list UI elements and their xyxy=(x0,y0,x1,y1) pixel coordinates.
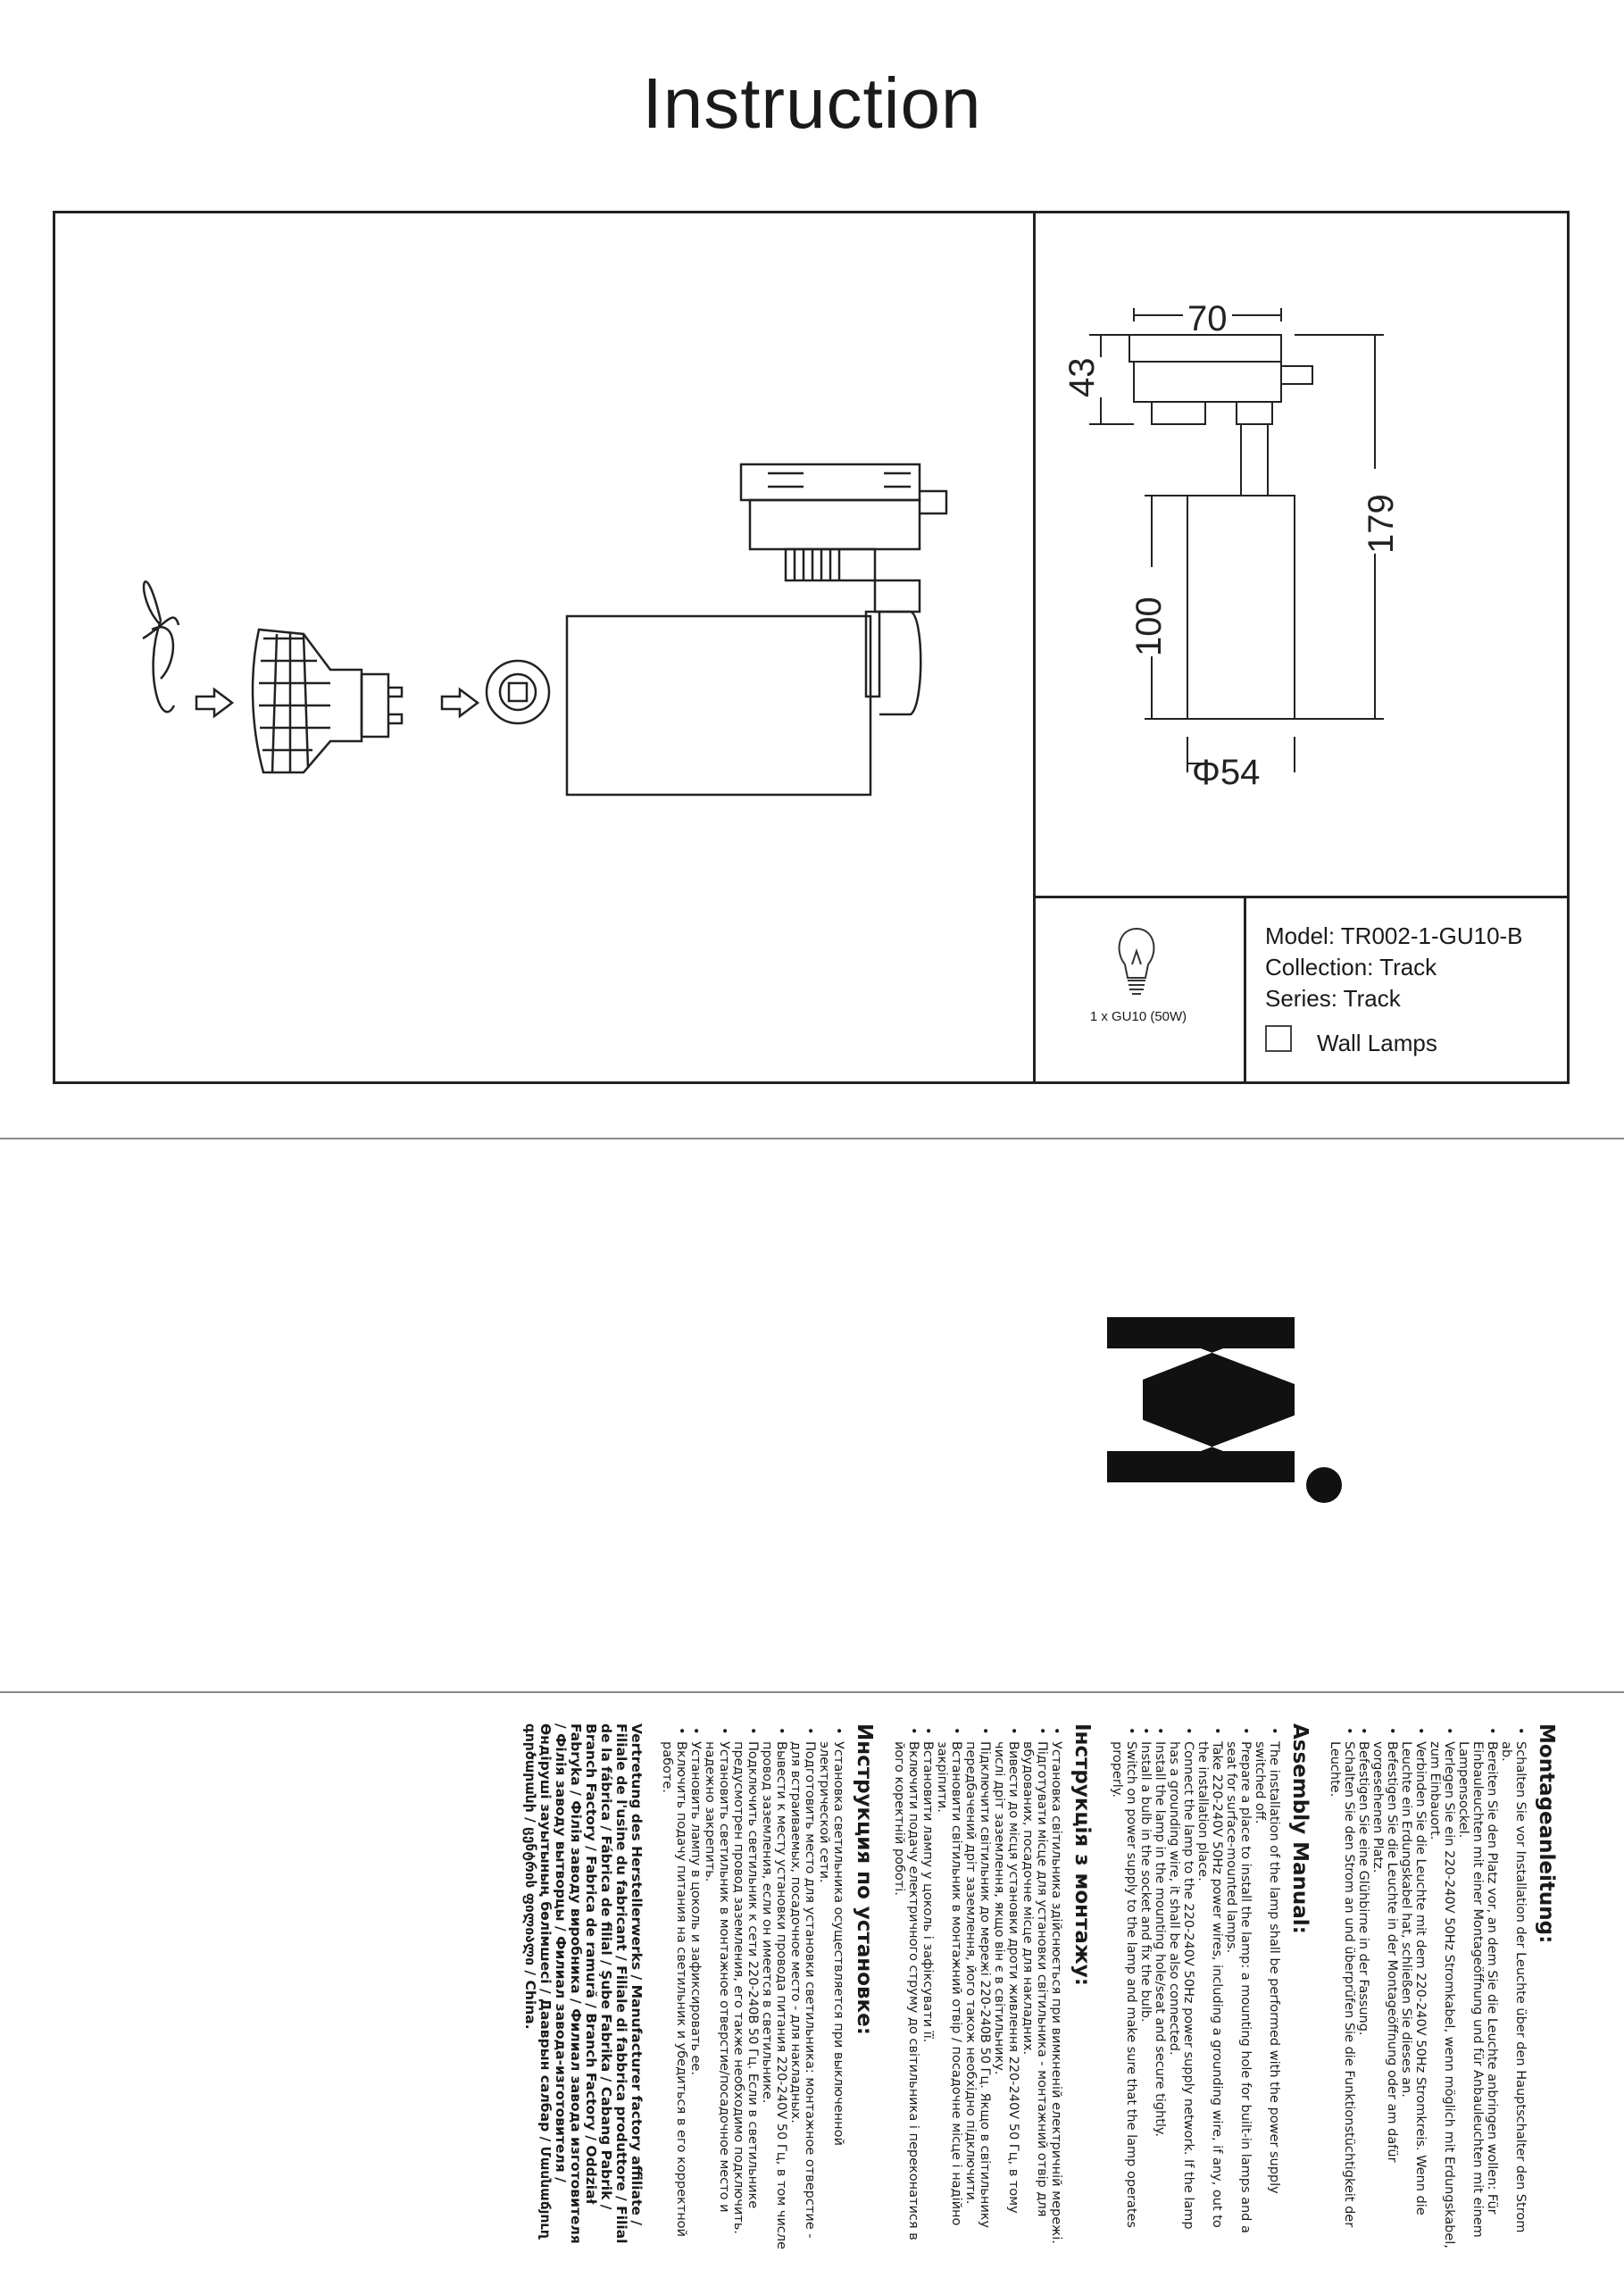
manual-ukrainian xyxy=(892,1723,1094,2250)
english-item: • Install the lamp in the mounting hole/seat and secure tightly. xyxy=(1153,1736,1167,2250)
ukrainian-item: • Установка світильника здійснюється при вимкненій електричній мережі. xyxy=(1049,1736,1063,2250)
brand-logo xyxy=(1107,1317,1357,1505)
russian-item: • Подключить светильник к сети 220-240В 50 Гц. Если в светильнике предусмотрен провод заземления, его также необходимо подключить. xyxy=(731,1736,760,2250)
german-item: • Verbinden Sie die Leuchte mit dem 220-240V 50Hz Stromkreis. Wenn die Leuchte ein Erdungskabel hat, schließen Sie dieses an. xyxy=(1399,1736,1428,2250)
english-item: • Switch on power supply to the lamp and make sure that the lamp operates properly. xyxy=(1110,1736,1138,2250)
ukrainian-item: • Встановити світильник в монтажний отвір / посадочне місце і надійно закріпити. xyxy=(935,1736,963,2250)
manual-english xyxy=(1110,1723,1312,2250)
german-item: • Schalten Sie den Strom an und überprüfen Sie die Funktionstüchtigkeit der Leuchte. xyxy=(1328,1736,1356,2250)
frame-divider-horizontal xyxy=(1033,896,1570,898)
width-dimension: 70 xyxy=(1187,299,1228,338)
frame-divider-vertical xyxy=(1033,211,1036,1084)
russian-heading: Инструкция по установке: xyxy=(853,1723,876,2035)
wall-lamp-icon xyxy=(1265,1025,1292,1052)
german-item: • Befestigen Sie eine Glühbirne in der Fassung. xyxy=(1356,1736,1370,2250)
spec-collection: Collection: Track xyxy=(1265,954,1437,980)
russian-item: • Подготовить место для установки светильника: монтажное отверстие - для встраиваемых, посадочное место - для накладных. xyxy=(788,1736,817,2250)
manual-russian xyxy=(660,1723,876,2250)
manual-text xyxy=(522,1723,1558,2250)
german-item: • Verlegen Sie ein 220-240V 50Hz Stromkabel, wenn möglich mit Erdungskabel, zum Einbauort. xyxy=(1428,1736,1456,2250)
bulb-label: 1 x GU10 (50W) xyxy=(1089,1009,1187,1024)
diameter-dimension: Φ54 xyxy=(1192,753,1261,792)
spec-model: Model: TR002-1-GU10-B xyxy=(1265,922,1523,949)
base-height-dimension: 43 xyxy=(1062,357,1102,397)
english-item: • Install a bulb in the socket and fix the bulb. xyxy=(1138,1736,1153,2250)
socket-drawing xyxy=(487,661,549,723)
english-item: • The installation of the lamp shall be performed with the power supply switched off. xyxy=(1253,1736,1281,2250)
factory-note: Vertretung des Herstellerwerks / Manufacturer factory affiliate / Filiale de l'usine du fabricant / Filiale di fabbrica produttore / Filial de la fábrica / Fábrica de filial / Şube Fabrika / Cabang Pabrik / Branch Factory / Fabrica de ramură / Branch Factory / Oddział Fabryka / Філія заводу виробника / Филиал завода изготовителя / Філія заводу вытворцы / Филиал завода-изготовителя / Өндіруші зауытының бөлімшесі / Дааврын салбар / Մասնաճյուղ գործարանի / ცენტრის ფილიალი / China. xyxy=(522,1723,645,2244)
english-heading: Assembly Manual: xyxy=(1288,1723,1312,1934)
lightbulb-icon xyxy=(1114,924,1159,1005)
assembly-drawing xyxy=(125,446,1018,804)
russian-item: • Вывести к месту установки провода питания 220-240V 50 Гц, в том числе провод заземления, если он имеется в светильнике. xyxy=(760,1736,788,2250)
english-item: • Connect the lamp to the 220-240V 50Hz power supply network. If the lamp has a grounding wire, it shall be also connected. xyxy=(1167,1736,1195,2250)
total-height-dimension: 179 xyxy=(1362,494,1401,554)
manual-german xyxy=(1328,1723,1558,2250)
dimension-drawing xyxy=(1054,268,1553,822)
ukrainian-item: • Вивести до місця установки дроти живлення 220-240V 50 Гц, в тому числі дріт заземлення, якщо він є в світильнику. xyxy=(992,1736,1020,2250)
german-heading: Montageanleitung: xyxy=(1535,1723,1558,1944)
lamp-body xyxy=(567,616,870,795)
page-title: Instruction xyxy=(642,63,982,143)
ukrainian-item: • Включити подачу електричного струму до світильника і переконатися в його коректній роботі. xyxy=(892,1736,920,2250)
english-item: • Take 220-240V 50Hz power wires, including a grounding wire, if any, out to the installation place. xyxy=(1195,1736,1224,2250)
frame-divider-specs xyxy=(1244,896,1246,1084)
track-adapter xyxy=(741,464,920,500)
ukrainian-item: • Підготувати місце для установки світильника - монтажний отвір для вбудованих, посадочне місце для накладних. xyxy=(1020,1736,1049,2250)
body-height-dimension: 100 xyxy=(1129,597,1169,656)
arrow-icon xyxy=(442,689,478,716)
german-item: • Schalten Sie vor Installation der Leuchte über den Hauptschalter den Strom ab. xyxy=(1499,1736,1528,2250)
spec-category: Wall Lamps xyxy=(1317,1030,1437,1056)
russian-item: • Установить светильник в монтажное отверстие/посадочное место и надежно закрепить. xyxy=(703,1736,731,2250)
separator-bottom xyxy=(0,1691,1624,1693)
ukrainian-heading: Інструкція з монтажу: xyxy=(1070,1723,1094,1986)
ukrainian-item: • Підключити світильник до мережі 220-240В 50 Гц. Якщо в світильнику передбачений дріт заземлення, його також необхідно підключити. xyxy=(963,1736,992,2250)
spec-series: Series: Track xyxy=(1265,985,1401,1012)
german-item: • Bereiten Sie den Platz vor, an dem Sie die Leuchte anbringen wollen: Für Einbauleuchten mit einer Montageöffnung und für Anbauleuchten mit einem Lampensockel. xyxy=(1456,1736,1499,2250)
german-item: • Befestigen Sie die Leuchte in der Montageöffnung oder am dafür vorgesehenen Platz. xyxy=(1370,1736,1399,2250)
english-item: • Prepare a place to install the lamp: a mounting hole for built-in lamps and a seat for surface-mounted lamps. xyxy=(1224,1736,1253,2250)
russian-item: • Включить подачу питания на светильник и убедиться в его корректной работе. xyxy=(660,1736,688,2250)
russian-item: • Установить лампу в цоколь и зафиксировать ее. xyxy=(688,1736,703,2250)
ukrainian-item: • Встановити лампу у цоколь і зафіксувати її. xyxy=(920,1736,935,2250)
separator-top xyxy=(0,1138,1624,1139)
russian-item: • Установка светильника осуществляется при выключенной электрической сети. xyxy=(817,1736,845,2250)
arrow-icon xyxy=(196,689,232,716)
